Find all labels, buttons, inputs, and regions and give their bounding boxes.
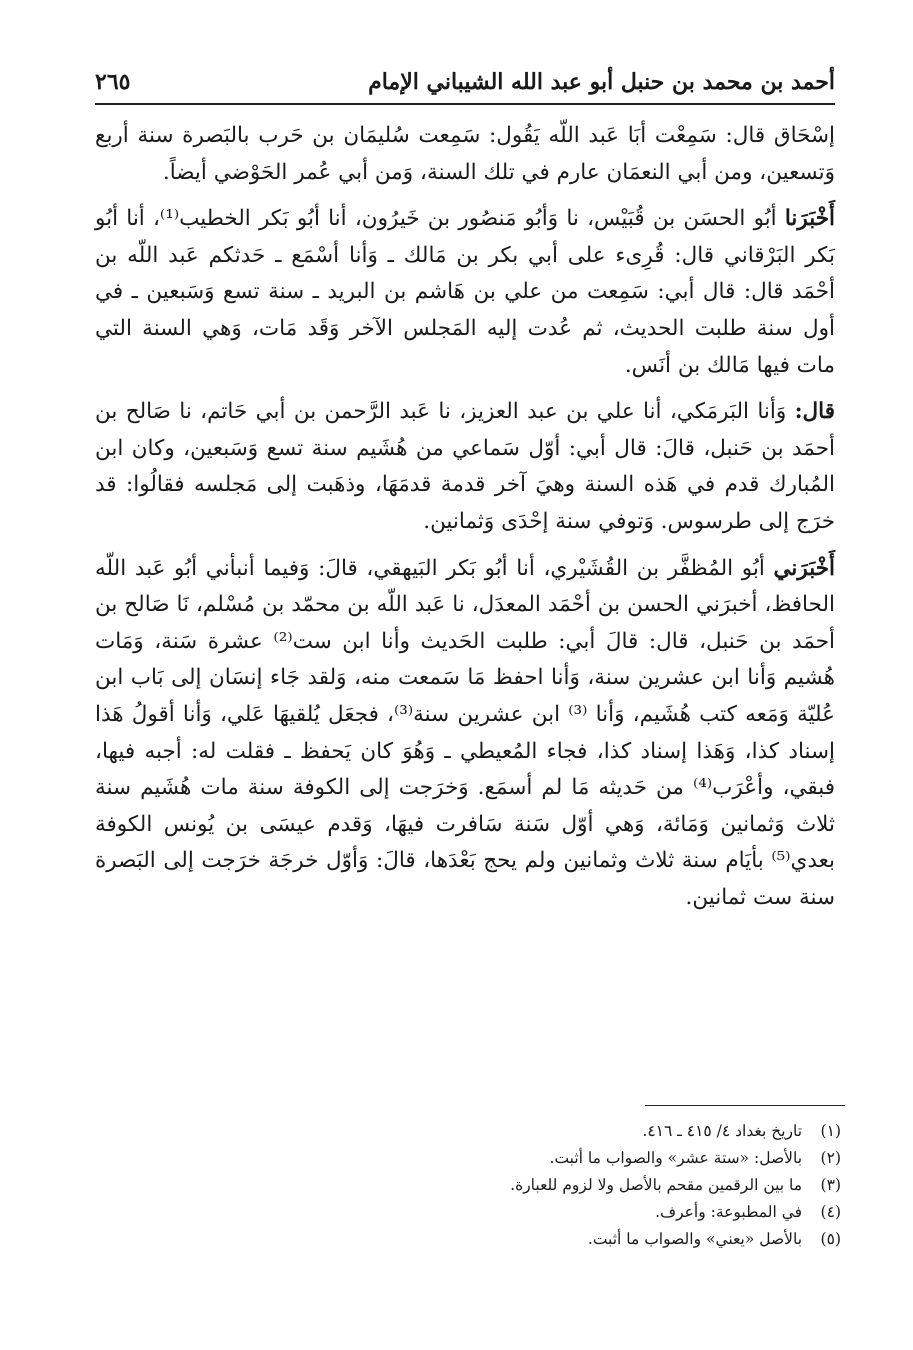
footnote-number: (٥) — [820, 1230, 841, 1248]
footnote-text: بالأصل «يعني» والصواب ما أثبت. — [587, 1230, 803, 1248]
paragraph-lead: قال: — [794, 399, 835, 425]
footnote-item — [95, 1145, 841, 1172]
footnote-number: (٤) — [820, 1203, 841, 1221]
paragraph-text: أبُو المُظفَّر بن القُشَيْري، أنا أبُو بَكر البَيهقي، قالَ: وَفيما أنبأني أبُو عَبد اللّه الحافظ، أخبرَني الحسن بن أحْمَد المعدَل، نا عَبد اللّه بن محمّد بن مُسْلم، نَا صَالح بن أحمَد بن حَنبل، قال: قالَ أبي: طلبت الحَديث وأنا ابن ست⁽²⁾ عشرة سَنة، وَمَات هُشيم وَأنا ابن عشرين سنة، وَأنا احفظ مَا سَمعت منه، وَلقد جَاء إنسَان إلى بَاب ابن عُليّة وَمَعه كتب هُشَيم، وَأنا ⁽³⁾ ابن عشرين سنة⁽³⁾، فجعَل يُلقيهَا عَلي، وَأنا أقولُ هَذا إسناد كذا، وَهَذا إسناد كذا، فجاء المُعيطي ـ وَهُوَ كان يَحفظ ـ فقلت له: أجبه فيها، فبقي، وأعْرَب⁽⁴⁾ من حَديثه مَا لم أسمَع. وَخرَجت إلى الكوفة سنة مات هُشَيم سنة ثلاث وَثمانين وَمَائة، وَهي أوّل سَنة سَافرت فيهَا، وَقدم عيسَى بن يُونس الكوفة بعدي⁽⁵⁾ بأيَام سنة ثلاث وثمانين ولم يحج بَعْدَها، قالَ: وَأوّل خرجَة خرَجت إلى البَصرة سنة ست ثمانين. — [95, 555, 836, 910]
footnote-number: (١) — [820, 1122, 841, 1140]
footnote-item — [95, 1199, 841, 1226]
paragraph-text: وَأنا البَرمَكي، أنا علي بن عبد العزيز، نا عَبد الرَّحمن بن أبي حَاتم، نا صَالح بن أحمَد بن حَنبل، قالَ: قال أبي: أوّل سَماعي من هُشَيم سنة تسع وَسَبعين، وكان ابن المُبارك قدم في هَذه السنة وهيَ آخر قدمة قدمَهَا، وذهَبت إلى مَجلسه فقالُوا: قد خرَج إلى طرسوس. وَتوفي سنة إحْدَى وَثمانين. — [95, 399, 835, 534]
paragraph — [95, 201, 835, 384]
footnote-text: تاريخ بغداد ٤/ ٤١٥ ـ ٤١٦. — [642, 1122, 803, 1140]
page-number: ٢٦٥ — [95, 69, 131, 95]
footnote-item — [95, 1118, 841, 1145]
footnote-text: بالأصل: «ستة عشر» والصواب ما أثبت. — [549, 1149, 803, 1167]
footnote-text: ما بين الرقمين مقحم بالأصل ولا لزوم للعبارة. — [510, 1176, 803, 1194]
footnote-item — [95, 1226, 841, 1253]
header-title: أحمد بن محمد بن حنبل أبو عبد الله الشيباني الإمام — [368, 69, 835, 95]
footnote-text: في المطبوعة: وأعرف. — [655, 1203, 803, 1221]
paragraph-lead: أَخْبَرَني — [773, 555, 835, 581]
footnotes — [95, 1118, 841, 1253]
paragraph — [95, 118, 835, 191]
paragraph — [95, 551, 835, 917]
paragraph-text: إسْحَاق قال: سَمِعْت أبَا عَبد اللّه يَقُول: سَمِعت سُليمَان بن حَرب بالبَصرة سنة أربع وَتسعين، ومن أبي النعمَان عارم في تلك السنة، وَمن أبي عُمر الحَوْضي أيضاً. — [95, 123, 835, 185]
footnote-item — [95, 1172, 841, 1199]
footnote-rule — [645, 1105, 845, 1106]
main-text — [95, 118, 835, 926]
running-header — [95, 62, 835, 102]
paragraph — [95, 394, 835, 540]
footnote-number: (٢) — [820, 1149, 841, 1167]
paragraph-lead: أَخْبَرَنا — [784, 206, 835, 232]
footnote-number: (٣) — [820, 1176, 841, 1194]
paragraph-text: أبُو الحسَن بن قُبَيْس، نا وَأبُو مَنصُور بن خَيرُون، أنا أبُو بَكر الخطيب⁽¹⁾، أنا أبُو بَكر البَرْقاني قال: قُرِىء على أبي بكر بن مَالك ـ وَأنا أسْمَع ـ حَدثكم عَبد اللّه بن أحْمَد قال: قال أبي: سَمِعت من علي بن هَاشم بن البريد ـ سنة تسع وَسَبعين ـ في أول سنة طلبت الحديث، ثم عُدت إليه المَجلس الآخر وَقَد مَات، وَهي السنة التي مات فيها مَالك بن أنَس. — [95, 206, 835, 378]
header-rule — [95, 103, 835, 105]
